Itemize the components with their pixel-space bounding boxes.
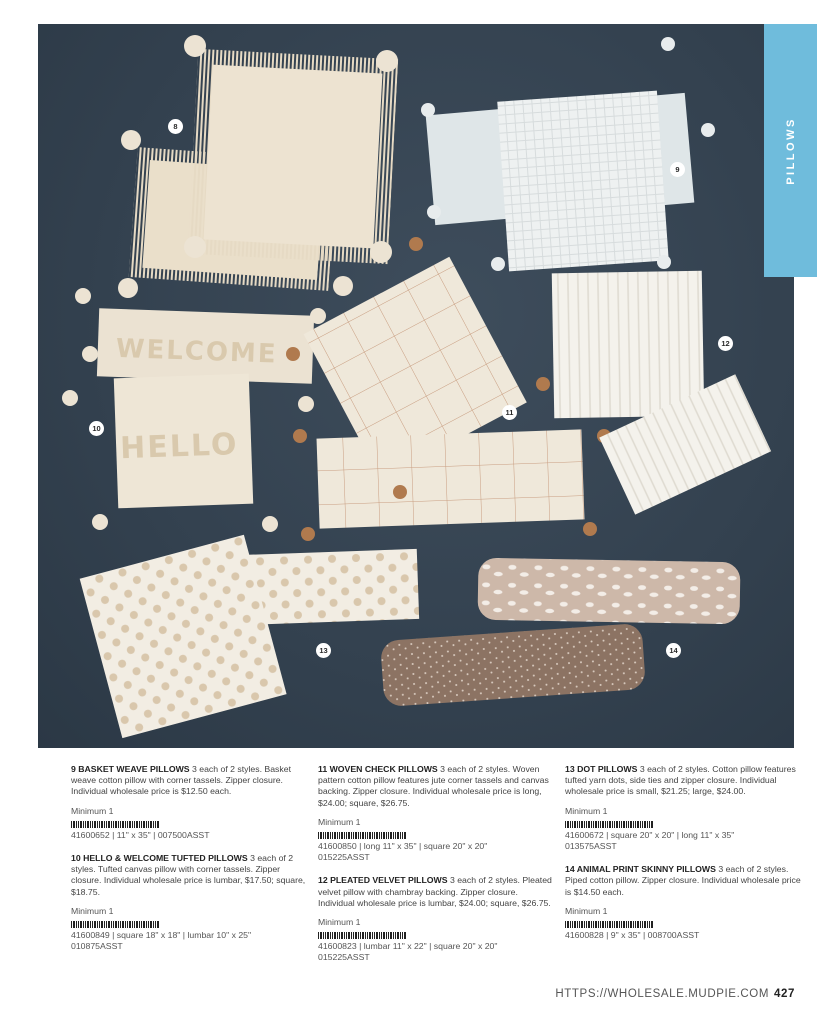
barcode bbox=[565, 921, 653, 928]
column-left bbox=[71, 764, 307, 964]
product-minimum: Minimum 1 bbox=[318, 816, 361, 827]
product-description: 3 each of 2 styles. Pleated velvet pillow with chambray backing. Zipper closure. Individual wholesale price is lumbar, $24.00; square, $26.75. bbox=[318, 875, 552, 908]
product-title: 12 PLEATED VELVET PILLOWS bbox=[318, 875, 448, 886]
product-minimum: Minimum 1 bbox=[318, 917, 361, 928]
product-minimum: Minimum 1 bbox=[565, 905, 608, 916]
product-description: 3 each of 2 styles. Piped cotton pillow. Zipper closure. Individual wholesale price is $14.50 each. bbox=[565, 864, 801, 897]
callout-12: 12 bbox=[718, 336, 733, 351]
product-9 bbox=[71, 764, 307, 841]
product-10 bbox=[71, 853, 307, 952]
basket-weave-pillows bbox=[421, 37, 715, 271]
product-sku-code: 015225ASST bbox=[318, 852, 370, 863]
product-12 bbox=[318, 875, 554, 963]
page-number: 427 bbox=[774, 988, 795, 1000]
product-minimum: Minimum 1 bbox=[71, 905, 114, 916]
callout-9: 9 bbox=[670, 162, 685, 177]
callout-13: 13 bbox=[316, 643, 331, 658]
product-description: 3 each of 2 styles. Basket weave cotton pillow with corner tassels. Zipper closure. Individual wholesale price is $12.50 each. bbox=[71, 764, 291, 797]
product-sku: 41600652 | 11" x 35" | 007500ASST bbox=[71, 829, 210, 840]
section-tab-label: PILLOWS bbox=[784, 116, 797, 185]
product-11 bbox=[318, 764, 554, 863]
barcode bbox=[71, 921, 159, 928]
dot-pillows bbox=[80, 535, 419, 738]
product-description: 3 each of 2 styles. Tufted canvas pillow with corner tassels. Zipper closure. Individual wholesale price is lumbar, $17.50; square, $18.75. bbox=[71, 853, 306, 897]
footer-url[interactable]: HTTPS://WHOLESALE.MUDPIE.COM bbox=[555, 988, 769, 1000]
product-title: 11 WOVEN CHECK PILLOWS bbox=[318, 764, 438, 774]
product-photo bbox=[38, 24, 794, 748]
pillow-illustration bbox=[38, 24, 794, 748]
product-sku-code: 013575ASST bbox=[565, 841, 617, 852]
hello-text: HELLO bbox=[119, 427, 240, 467]
product-14 bbox=[565, 864, 801, 941]
product-minimum: Minimum 1 bbox=[565, 805, 608, 816]
barcode bbox=[318, 832, 406, 839]
column-middle bbox=[318, 764, 554, 976]
pleated-velvet-pillows bbox=[552, 271, 771, 515]
product-title: 9 BASKET WEAVE PILLOWS bbox=[71, 764, 190, 774]
product-13 bbox=[565, 764, 801, 852]
section-tab bbox=[764, 24, 817, 277]
product-minimum: Minimum 1 bbox=[71, 805, 114, 816]
barcode bbox=[318, 932, 406, 939]
product-sku: 41600672 | square 20" x 20" | long 11" x 35" bbox=[565, 829, 735, 840]
product-sku: 41600828 | 9" x 35" | 008700ASST bbox=[565, 930, 700, 941]
column-right bbox=[565, 764, 801, 953]
barcode bbox=[565, 821, 653, 828]
product-title: 13 DOT PILLOWS bbox=[565, 764, 638, 774]
fringe-pillows bbox=[118, 35, 398, 298]
animal-print-pillows bbox=[380, 558, 741, 707]
callout-10: 10 bbox=[89, 421, 104, 436]
product-description: 3 each of 2 styles. Cotton pillow features tufted yarn dots, side ties and zipper closure. Individual wholesale price is small, $21.25; large, $24.00. bbox=[565, 764, 796, 797]
product-sku: 41600823 | lumbar 11" x 22" | square 20" x 20" bbox=[318, 941, 498, 952]
tufted-word-pillows bbox=[62, 288, 326, 532]
product-sku-code: 015225ASST bbox=[318, 952, 370, 963]
product-sku-code: 010875ASST bbox=[71, 941, 123, 952]
callout-8: 8 bbox=[168, 119, 183, 134]
welcome-text: WELCOME bbox=[115, 333, 279, 370]
callout-11: 11 bbox=[502, 405, 517, 420]
product-sku: 41600850 | long 11" x 35" | square 20" x 20" bbox=[318, 841, 488, 852]
product-sku: 41600849 | square 18" x 18" | lumbar 10" x 25" bbox=[71, 930, 252, 941]
product-title: 10 HELLO & WELCOME TUFTED PILLOWS bbox=[71, 853, 248, 864]
product-title: 14 ANIMAL PRINT SKINNY PILLOWS bbox=[565, 864, 716, 875]
callout-14: 14 bbox=[666, 643, 681, 658]
barcode bbox=[71, 821, 159, 828]
product-description: 3 each of 2 styles. Woven pattern cotton pillow features jute corner tassels and canvas backing. Zipper closure. Individual wholesale price is long, $24.00; square, $26.75. bbox=[318, 764, 549, 808]
page-footer bbox=[555, 988, 795, 1000]
